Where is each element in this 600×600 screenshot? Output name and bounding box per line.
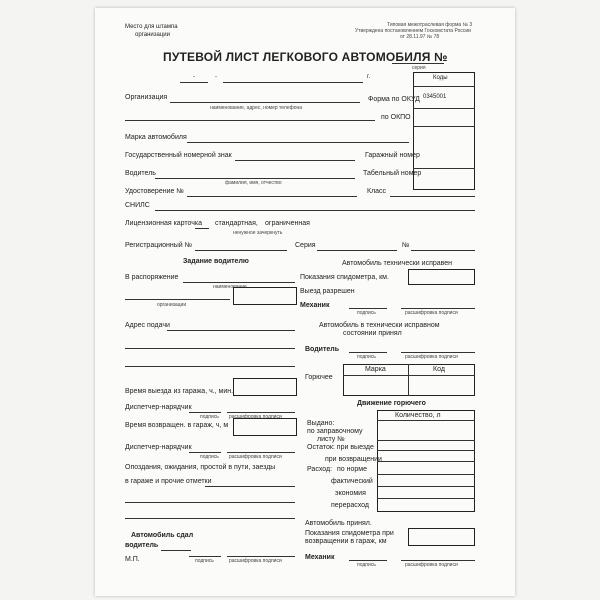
fuel-movement-heading: Движение горючего [357, 400, 426, 407]
reg-no-field[interactable] [411, 250, 475, 251]
class-label: Класс [367, 188, 387, 195]
remain-return-label: при возвращении [325, 456, 382, 463]
date-month-line[interactable] [223, 82, 363, 83]
car-handed-label: Автомобиль сдал [131, 532, 194, 539]
dispatcher-label-2: Диспетчер-нарядчик [125, 444, 192, 451]
driver-label: Водитель [125, 170, 156, 177]
fuel-row-line [377, 420, 475, 421]
form-date-label: от 28.11.97 № 78 [400, 34, 440, 40]
date-dash-1: - [193, 74, 195, 80]
codes-header: Коды [433, 75, 448, 81]
state-number-label: Государственный номерной знак [125, 152, 232, 159]
dispatcher-label: Диспетчер-нарядчик [125, 404, 192, 411]
at-disposal-label: В распоряжение [125, 274, 179, 281]
fuel-row-line [377, 440, 475, 441]
return-time-label: Время возвращен. в гараж, ч, м [125, 422, 229, 429]
orgs-hint: организации [157, 302, 187, 308]
fuel-brand-header: Марка [365, 366, 386, 373]
card-standard-option[interactable]: стандартная, [215, 220, 258, 227]
stamp-org-label: организации [135, 32, 170, 38]
notes-field-2[interactable] [125, 502, 295, 503]
codes-divider [413, 168, 475, 169]
organization-label: Организация [125, 94, 168, 101]
remain-exit-label: Остаток: при выезде [307, 444, 374, 451]
reg-series-field[interactable] [317, 250, 397, 251]
page-title: ПУТЕВОЙ ЛИСТ ЛЕГКОВОГО АВТОМОБИЛЯ № [163, 50, 448, 64]
handed-signature-field[interactable] [189, 556, 221, 557]
sig-decode-hint: расшифровка подписи [405, 310, 458, 316]
mechanic-decode-field[interactable] [401, 308, 475, 309]
issued-label: Выдано: [307, 420, 335, 427]
reg-number-field[interactable] [195, 250, 287, 251]
odometer-return-box[interactable] [408, 528, 475, 546]
dispatcher-decode-field-2[interactable] [227, 452, 295, 453]
fuel-row-line [377, 486, 475, 487]
car-brand-label: Марка автомобиля [125, 134, 187, 141]
sig-decode-hint: расшифровка подписи [405, 354, 458, 360]
tab-number-label: Табельный номер [363, 170, 422, 177]
sig-decode-hint: расшифровка подписи [229, 454, 282, 460]
departure-time-box[interactable] [233, 378, 297, 396]
exit-allowed-label: Выезд разрешен [300, 288, 355, 295]
sig-decode-hint: расшифровка подписи [405, 562, 458, 568]
organization-field-2[interactable] [125, 120, 375, 121]
delays-label: Опоздания, ожидания, простой в пути, заезды [125, 464, 276, 471]
notes-field[interactable] [205, 486, 295, 487]
card-hint: ненужное зачеркнуть [233, 230, 283, 236]
garage-notes-label: в гараже и прочие отметки [125, 478, 212, 485]
fuel-table-divider [408, 364, 409, 396]
waybill-sheet [95, 8, 515, 596]
fuel-row-line [377, 474, 475, 475]
car-accepted-label: Автомобиль принял. [305, 520, 372, 527]
okud-label: Форма по ОКУД [368, 96, 420, 103]
right-driver-label: Водитель [305, 346, 340, 353]
fuel-table [343, 364, 475, 396]
fuel-label: Горючее [305, 374, 333, 381]
quantity-header: Количество, л [395, 412, 441, 419]
disposal-code-box[interactable] [233, 287, 297, 305]
sig-decode-hint: расшифровка подписи [229, 558, 282, 564]
signature-hint: подпись [200, 454, 219, 460]
license-label: Удостоверение № [125, 188, 184, 195]
handed-driver-label: водитель [125, 542, 159, 549]
garage-number-label: Гаражный номер [365, 152, 420, 159]
stamp-place-label: Место для штампа [125, 24, 178, 30]
odometer-label: Показания спидометра, км. [300, 274, 389, 281]
reg-series-label: Серия [295, 242, 316, 249]
year-label: г. [367, 74, 371, 80]
at-disposal-field[interactable] [183, 282, 295, 283]
okpo-label: по ОКПО [381, 114, 411, 121]
date-day-line[interactable] [180, 82, 208, 83]
signature-hint: подпись [200, 414, 219, 420]
form-approval-label: Утверждена постановлением Госкомстата России [355, 28, 471, 34]
fuel-row-line [377, 450, 475, 451]
signature-hint: подпись [195, 558, 214, 564]
tech-ok-label: Автомобиль технически исправен [342, 260, 453, 267]
codes-divider [413, 126, 475, 127]
driver-field[interactable] [155, 178, 355, 179]
odometer-return-label: Показания спидометра при [305, 530, 394, 537]
snils-label: СНИЛС [125, 202, 150, 209]
driver-hint: фамилия, имя, отчество [225, 180, 282, 186]
consumption-label: Расход: [307, 466, 333, 473]
fuel-table-divider [343, 375, 475, 376]
license-card-field[interactable] [195, 228, 209, 229]
car-good-label: Автомобиль в технически исправном [319, 322, 440, 329]
state-number-field[interactable] [235, 160, 355, 161]
handed-decode-field[interactable] [227, 556, 295, 557]
address-label: Адрес подачи [125, 322, 170, 329]
odometer-box[interactable] [408, 269, 475, 285]
dispatcher-signature-field-2[interactable] [189, 452, 221, 453]
address-field-3[interactable] [125, 366, 295, 367]
driver-signature-field[interactable] [349, 352, 387, 353]
reg-no-label: № [402, 242, 410, 249]
sig-decode-hint: расшифровка подписи [229, 414, 282, 420]
car-brand-field[interactable] [187, 142, 409, 143]
snils-field[interactable] [155, 210, 475, 211]
address-field[interactable] [167, 330, 295, 331]
okud-code: 0345001 [423, 94, 447, 100]
codes-table [413, 72, 475, 190]
mechanic-decode-field-2[interactable] [401, 560, 475, 561]
by-station-label: по заправочному [307, 428, 363, 435]
reg-number-label: Регистрационный № [125, 242, 193, 249]
return-time-box[interactable] [233, 418, 297, 436]
form-type-label: Типовая межотраслевая форма № 3 [387, 22, 473, 28]
card-limited-option[interactable]: ограниченная [265, 220, 310, 227]
departure-time-label: Время выезда из гаража, ч., мин. [125, 388, 234, 395]
address-field-2[interactable] [125, 348, 295, 349]
license-card-label: Лицензионная карточка [125, 220, 203, 227]
mechanic-signature-field-2[interactable] [349, 560, 387, 561]
series-hint: серия [412, 65, 426, 71]
codes-divider [413, 108, 475, 109]
fuel-code-header: Код [433, 366, 445, 373]
handed-driver-field[interactable] [161, 550, 191, 551]
economy-label: экономия [335, 490, 366, 497]
organization-hint: наименование, адрес, номер телефона [210, 105, 303, 111]
name-hint: наименование [213, 284, 247, 290]
organization-field[interactable] [170, 102, 360, 103]
mechanic-label-2: Механик [305, 554, 335, 561]
number-line[interactable] [392, 63, 444, 64]
mechanic-signature-field[interactable] [349, 308, 387, 309]
odometer-return-label-2: возвращении в гараж, км [305, 538, 387, 545]
license-field[interactable] [187, 196, 357, 197]
notes-field-3[interactable] [125, 518, 295, 519]
fuel-row-line [377, 498, 475, 499]
signature-hint: подпись [357, 310, 376, 316]
sheet-no-label: листу № [317, 436, 345, 443]
codes-divider [413, 86, 475, 87]
signature-hint: подпись [357, 562, 376, 568]
dispatcher-signature-field[interactable] [189, 412, 221, 413]
overuse-label: перерасход [331, 502, 370, 509]
driver-decode-field[interactable] [401, 352, 475, 353]
fuel-row-line [377, 461, 475, 462]
signature-hint: подпись [357, 354, 376, 360]
mechanic-label: Механик [300, 302, 330, 309]
dispatcher-decode-field[interactable] [227, 412, 295, 413]
task-heading: Задание водителю [183, 258, 249, 265]
by-norm-label: по норме [337, 466, 367, 473]
date-dash-2: - [215, 74, 217, 80]
class-field[interactable] [390, 196, 475, 197]
car-good-label-2: состоянии принял [343, 330, 402, 337]
mp-label: М.П. [125, 556, 140, 563]
actual-label: фактический [331, 478, 373, 485]
at-disposal-field-2[interactable] [125, 299, 230, 300]
